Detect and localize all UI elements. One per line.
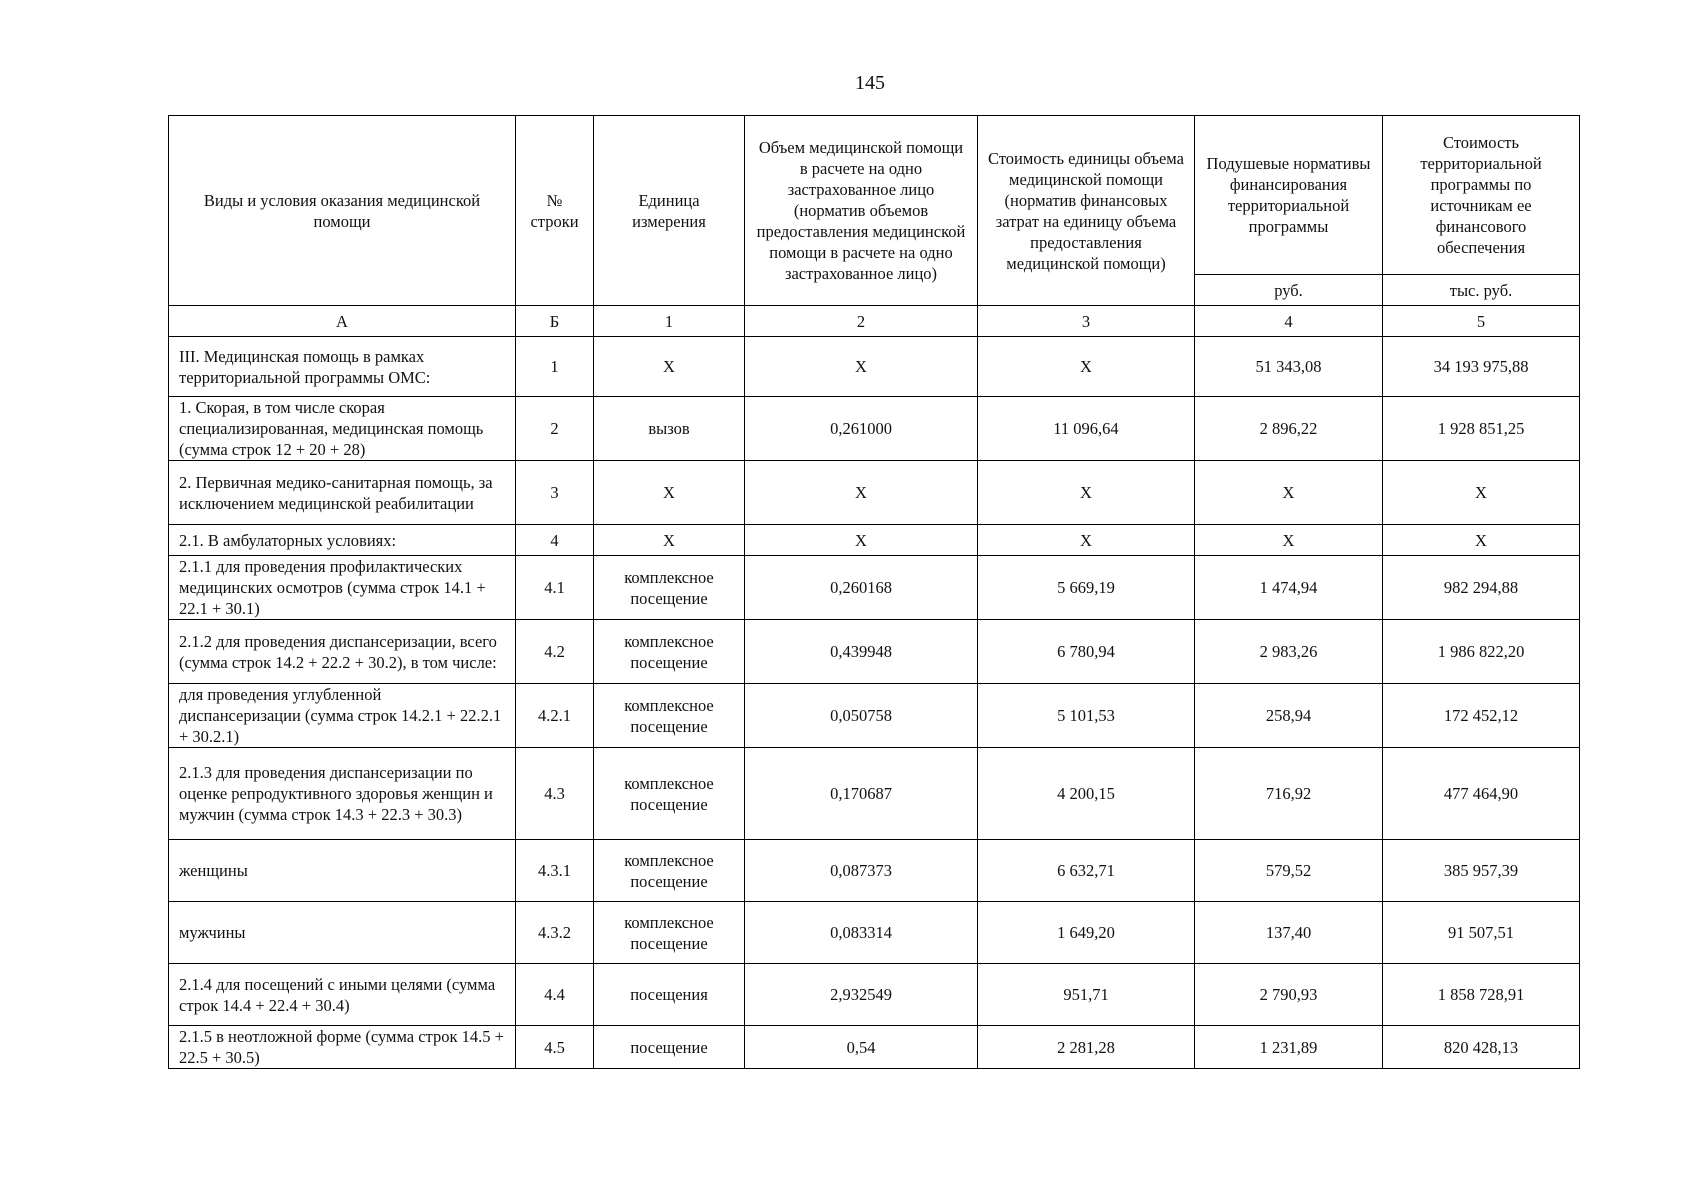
care-type-cell: женщины <box>169 840 516 902</box>
per-capita-cell: 2 790,93 <box>1195 964 1383 1026</box>
program-cost-cell: Х <box>1383 525 1580 556</box>
unit-cell: комплексное посещение <box>594 684 745 748</box>
per-capita-cell: 2 896,22 <box>1195 397 1383 461</box>
table-row <box>169 337 1580 397</box>
row-number-cell: 1 <box>516 337 594 397</box>
unit-cost-cell: 6 780,94 <box>978 620 1195 684</box>
care-type-cell: 1. Скорая, в том числе скорая специализированная, медицинская помощь (сумма строк 12 + 20 + 28) <box>169 397 516 461</box>
care-type-cell: 2.1.3 для проведения диспансеризации по оценке репродуктивного здоровья женщин и мужчин (сумма строк 14.3 + 22.3 + 30.3) <box>169 748 516 840</box>
header-unit: Единица измерения <box>594 116 745 306</box>
volume-cell: 0,439948 <box>745 620 978 684</box>
column-number: А <box>169 306 516 337</box>
unit-cell: посещения <box>594 964 745 1026</box>
unit-cell: комплексное посещение <box>594 902 745 964</box>
row-number-cell: 4.5 <box>516 1026 594 1069</box>
unit-cost-cell: 4 200,15 <box>978 748 1195 840</box>
row-number-cell: 4.3 <box>516 748 594 840</box>
program-cost-cell: 477 464,90 <box>1383 748 1580 840</box>
care-type-cell: 2.1.2 для проведения диспансеризации, всего (сумма строк 14.2 + 22.2 + 30.2), в том числе: <box>169 620 516 684</box>
per-capita-cell: 1 231,89 <box>1195 1026 1383 1069</box>
unit-cost-cell: 6 632,71 <box>978 840 1195 902</box>
table-row <box>169 748 1580 840</box>
volume-cell: 0,083314 <box>745 902 978 964</box>
program-cost-cell: 91 507,51 <box>1383 902 1580 964</box>
unit-cost-cell: Х <box>978 461 1195 525</box>
column-number: 3 <box>978 306 1195 337</box>
unit-rub: руб. <box>1195 275 1383 306</box>
unit-cell: посещение <box>594 1026 745 1069</box>
unit-cost-cell: 1 649,20 <box>978 902 1195 964</box>
per-capita-cell: 716,92 <box>1195 748 1383 840</box>
per-capita-cell: 137,40 <box>1195 902 1383 964</box>
page-number: 145 <box>855 72 885 94</box>
unit-cell: Х <box>594 461 745 525</box>
volume-cell: 0,170687 <box>745 748 978 840</box>
program-cost-cell: 1 928 851,25 <box>1383 397 1580 461</box>
column-number: 5 <box>1383 306 1580 337</box>
header-program-cost: Стоимость территориальной программы по источникам ее финансового обеспечения <box>1383 116 1580 275</box>
volume-cell: 0,050758 <box>745 684 978 748</box>
table-row <box>169 684 1580 748</box>
volume-cell: 2,932549 <box>745 964 978 1026</box>
table-row <box>169 461 1580 525</box>
per-capita-cell: 2 983,26 <box>1195 620 1383 684</box>
program-cost-cell: Х <box>1383 461 1580 525</box>
column-number-row <box>169 306 1580 337</box>
care-type-cell: 2.1.5 в неотложной форме (сумма строк 14.5 + 22.5 + 30.5) <box>169 1026 516 1069</box>
row-number-cell: 4.1 <box>516 556 594 620</box>
header-per-capita: Подушевые нормативы финансирования территориальной программы <box>1195 116 1383 275</box>
unit-cost-cell: 2 281,28 <box>978 1026 1195 1069</box>
per-capita-cell: Х <box>1195 461 1383 525</box>
column-number: 4 <box>1195 306 1383 337</box>
program-cost-cell: 1 986 822,20 <box>1383 620 1580 684</box>
column-number: 2 <box>745 306 978 337</box>
row-number-cell: 3 <box>516 461 594 525</box>
unit-cost-cell: Х <box>978 337 1195 397</box>
row-number-cell: 4.3.1 <box>516 840 594 902</box>
per-capita-cell: 579,52 <box>1195 840 1383 902</box>
unit-cost-cell: 11 096,64 <box>978 397 1195 461</box>
program-cost-cell: 1 858 728,91 <box>1383 964 1580 1026</box>
volume-cell: Х <box>745 525 978 556</box>
program-cost-cell: 820 428,13 <box>1383 1026 1580 1069</box>
column-number: Б <box>516 306 594 337</box>
header-care-type: Виды и условия оказания медицинской помощи <box>169 116 516 306</box>
unit-cell: комплексное посещение <box>594 620 745 684</box>
unit-thousand-rub: тыс. руб. <box>1383 275 1580 306</box>
row-number-cell: 4.3.2 <box>516 902 594 964</box>
unit-cell: Х <box>594 337 745 397</box>
row-number-cell: 4.4 <box>516 964 594 1026</box>
care-type-cell: для проведения углубленной диспансеризации (сумма строк 14.2.1 + 22.2.1 + 30.2.1) <box>169 684 516 748</box>
per-capita-cell: Х <box>1195 525 1383 556</box>
volume-cell: Х <box>745 337 978 397</box>
unit-cost-cell: Х <box>978 525 1195 556</box>
header-row-number: № строки <box>516 116 594 306</box>
unit-cell: Х <box>594 525 745 556</box>
care-type-cell: 2.1.4 для посещений с иными целями (сумма строк 14.4 + 22.4 + 30.4) <box>169 964 516 1026</box>
per-capita-cell: 1 474,94 <box>1195 556 1383 620</box>
unit-cell: комплексное посещение <box>594 748 745 840</box>
unit-cell: комплексное посещение <box>594 840 745 902</box>
per-capita-cell: 51 343,08 <box>1195 337 1383 397</box>
program-cost-cell: 34 193 975,88 <box>1383 337 1580 397</box>
unit-cell: комплексное посещение <box>594 556 745 620</box>
row-number-cell: 2 <box>516 397 594 461</box>
volume-cell: 0,261000 <box>745 397 978 461</box>
care-type-cell: III. Медицинская помощь в рамках территориальной программы ОМС: <box>169 337 516 397</box>
table-row <box>169 840 1580 902</box>
care-type-cell: 2.1. В амбулаторных условиях: <box>169 525 516 556</box>
table-row <box>169 964 1580 1026</box>
unit-cell: вызов <box>594 397 745 461</box>
table-row <box>169 620 1580 684</box>
unit-cost-cell: 5 669,19 <box>978 556 1195 620</box>
column-number: 1 <box>594 306 745 337</box>
medical-care-table <box>168 115 1580 1069</box>
volume-cell: 0,260168 <box>745 556 978 620</box>
table-row <box>169 556 1580 620</box>
volume-cell: 0,54 <box>745 1026 978 1069</box>
care-type-cell: 2. Первичная медико-санитарная помощь, за исключением медицинской реабилитации <box>169 461 516 525</box>
care-type-cell: мужчины <box>169 902 516 964</box>
row-number-cell: 4.2 <box>516 620 594 684</box>
unit-cost-cell: 951,71 <box>978 964 1195 1026</box>
row-number-cell: 4.2.1 <box>516 684 594 748</box>
header-row <box>169 116 1580 275</box>
table-row <box>169 1026 1580 1069</box>
program-cost-cell: 982 294,88 <box>1383 556 1580 620</box>
table-row <box>169 397 1580 461</box>
volume-cell: Х <box>745 461 978 525</box>
care-type-cell: 2.1.1 для проведения профилактических медицинских осмотров (сумма строк 14.1 + 22.1 + 30.1) <box>169 556 516 620</box>
per-capita-cell: 258,94 <box>1195 684 1383 748</box>
program-cost-cell: 385 957,39 <box>1383 840 1580 902</box>
unit-cost-cell: 5 101,53 <box>978 684 1195 748</box>
row-number-cell: 4 <box>516 525 594 556</box>
program-cost-cell: 172 452,12 <box>1383 684 1580 748</box>
table-row <box>169 902 1580 964</box>
header-unit-cost: Стоимость единицы объема медицинской помощи (норматив финансовых затрат на единицу объема предоставления медицинской помощи) <box>978 116 1195 306</box>
volume-cell: 0,087373 <box>745 840 978 902</box>
header-volume: Объем медицинской помощи в расчете на одно застрахованное лицо (норматив объемов предоставления медицинской помощи в расчете на одно застрахованное лицо) <box>745 116 978 306</box>
table-row <box>169 525 1580 556</box>
